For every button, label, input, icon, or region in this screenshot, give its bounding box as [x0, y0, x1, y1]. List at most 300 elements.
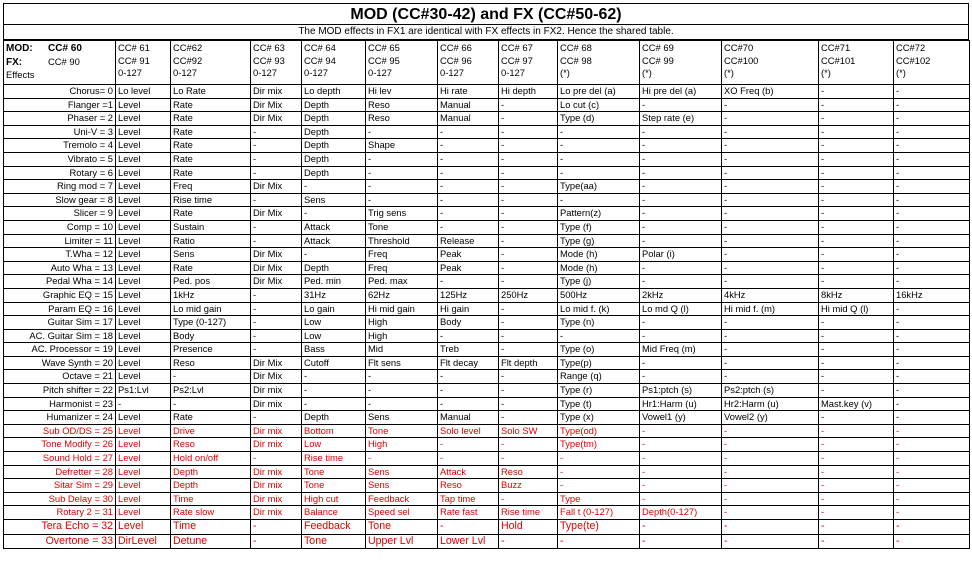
param-cell: DirLevel — [116, 534, 171, 549]
param-cell: - — [894, 125, 970, 139]
param-cell: - — [894, 452, 970, 466]
param-cell: Lo md Q (l) — [640, 302, 722, 316]
param-cell: Solo SW — [499, 424, 558, 438]
param-cell: - — [722, 534, 819, 549]
param-cell: - — [366, 397, 438, 411]
param-cell: - — [640, 329, 722, 343]
param-cell: - — [171, 397, 251, 411]
param-cell: - — [722, 370, 819, 384]
param-cell: - — [366, 125, 438, 139]
fx-cc: CC# 90 — [48, 55, 80, 67]
param-cell: Level — [116, 207, 171, 221]
param-cell: Dir mix — [251, 397, 302, 411]
param-cell: - — [722, 329, 819, 343]
param-cell: Ped. max — [366, 275, 438, 289]
param-cell: Ps1:ptch (s) — [640, 384, 722, 398]
param-cell: - — [499, 112, 558, 126]
param-cell: - — [819, 180, 894, 194]
table-row — [4, 438, 970, 452]
table-row — [4, 220, 970, 234]
param-cell: Level — [116, 465, 171, 479]
param-cell: Rise time — [171, 193, 251, 207]
param-cell: Level — [116, 438, 171, 452]
param-cell: - — [251, 520, 302, 535]
table-row — [4, 411, 970, 425]
param-cell: Buzz — [499, 479, 558, 493]
param-cell: - — [819, 85, 894, 99]
table-row — [4, 234, 970, 248]
param-cell: - — [640, 152, 722, 166]
effect-name-cell: Phaser = 2 — [4, 112, 116, 126]
header-cell — [438, 41, 499, 85]
param-cell: Dir Mix — [251, 98, 302, 112]
param-cell: - — [894, 520, 970, 535]
param-cell: Step rate (e) — [640, 112, 722, 126]
param-cell: Flt sens — [366, 356, 438, 370]
param-cell: - — [558, 465, 640, 479]
param-cell: Dir Mix — [251, 207, 302, 221]
param-cell: Level — [116, 180, 171, 194]
param-cell: Rate — [171, 152, 251, 166]
table-row — [4, 112, 970, 126]
param-cell: 8kHz — [819, 288, 894, 302]
param-cell: Dir mix — [251, 438, 302, 452]
effect-name-cell: Slow gear = 8 — [4, 193, 116, 207]
param-cell: - — [819, 234, 894, 248]
param-cell: Hi lev — [366, 85, 438, 99]
header-cell — [499, 41, 558, 85]
param-cell: Level — [116, 316, 171, 330]
param-cell: Sens — [366, 465, 438, 479]
param-cell: Body — [171, 329, 251, 343]
param-cell: Depth — [302, 166, 366, 180]
param-cell: Peak — [438, 248, 499, 262]
param-cell: - — [894, 424, 970, 438]
param-cell: Hi mid gain — [366, 302, 438, 316]
param-cell: Type — [558, 492, 640, 506]
param-cell: Shape — [366, 139, 438, 153]
mod-fx-sheet — [3, 3, 969, 549]
table-row — [4, 452, 970, 466]
param-cell: - — [499, 397, 558, 411]
param-cell: Attack — [302, 220, 366, 234]
sheet-subtitle: The MOD effects in FX1 are identical with FX effects in FX2. Hence the shared table. — [3, 25, 969, 40]
param-cell: - — [640, 492, 722, 506]
param-cell: Reso — [499, 465, 558, 479]
param-cell: - — [894, 316, 970, 330]
param-cell: Level — [116, 139, 171, 153]
param-cell: - — [499, 180, 558, 194]
param-cell: Fall t (0-127) — [558, 506, 640, 520]
effect-name-cell: Overtone = 33 — [4, 534, 116, 549]
param-cell: Depth(0-127) — [640, 506, 722, 520]
param-cell: Sens — [366, 479, 438, 493]
param-cell: Feedback — [302, 520, 366, 535]
param-cell: Dir mix — [251, 492, 302, 506]
param-cell: Level — [116, 479, 171, 493]
header-row — [4, 41, 970, 85]
param-cell: - — [894, 166, 970, 180]
param-cell: - — [722, 316, 819, 330]
param-cell: - — [819, 424, 894, 438]
param-cell: - — [558, 329, 640, 343]
param-cell: Level — [116, 275, 171, 289]
param-cell: - — [438, 125, 499, 139]
param-cell: - — [640, 356, 722, 370]
param-cell: - — [558, 139, 640, 153]
param-cell: - — [302, 370, 366, 384]
param-cell: - — [640, 125, 722, 139]
header-cell — [171, 41, 251, 85]
param-cell: - — [819, 465, 894, 479]
param-cell: Sustain — [171, 220, 251, 234]
table-row — [4, 534, 970, 549]
param-cell: - — [640, 520, 722, 535]
param-cell: Ped. pos — [171, 275, 251, 289]
param-cell: - — [438, 152, 499, 166]
param-cell: - — [640, 479, 722, 493]
param-cell: - — [366, 180, 438, 194]
table-row — [4, 356, 970, 370]
param-cell: - — [438, 180, 499, 194]
param-cell: Type(te) — [558, 520, 640, 535]
table-row — [4, 370, 970, 384]
param-cell: - — [894, 248, 970, 262]
param-cell: Hold on/off — [171, 452, 251, 466]
param-cell: Depth — [302, 98, 366, 112]
param-cell: Level — [116, 166, 171, 180]
param-cell: - — [251, 452, 302, 466]
param-cell: Tone — [302, 479, 366, 493]
param-cell: High cut — [302, 492, 366, 506]
param-cell: Low — [302, 329, 366, 343]
header-range: (*) — [896, 67, 906, 78]
param-cell: - — [499, 411, 558, 425]
param-cell: - — [894, 112, 970, 126]
header-fx-cc: CC#101 — [821, 54, 856, 66]
param-cell: - — [894, 506, 970, 520]
param-cell: Solo level — [438, 424, 499, 438]
table-row — [4, 329, 970, 343]
param-cell: - — [894, 180, 970, 194]
param-cell: Release — [438, 234, 499, 248]
header-fx-cc: CC# 99 — [642, 54, 674, 66]
effect-name-cell: Param EQ = 16 — [4, 302, 116, 316]
effect-name-cell: Sub Delay = 30 — [4, 492, 116, 506]
param-cell: - — [499, 316, 558, 330]
param-cell: Depth — [171, 479, 251, 493]
header-cell — [819, 41, 894, 85]
header-range: 0-127 — [173, 67, 197, 78]
param-cell: 125Hz — [438, 288, 499, 302]
param-cell: Presence — [171, 343, 251, 357]
effect-name-cell: Sitar Sim = 29 — [4, 479, 116, 493]
param-cell: - — [894, 465, 970, 479]
param-cell: - — [819, 492, 894, 506]
header-cell — [894, 41, 970, 85]
param-cell: Dir Mix — [251, 112, 302, 126]
param-cell: Dir mix — [251, 85, 302, 99]
param-cell: Sens — [366, 411, 438, 425]
param-cell: - — [251, 220, 302, 234]
effects-label: Effects — [6, 69, 35, 80]
param-cell: - — [251, 288, 302, 302]
param-cell: 31Hz — [302, 288, 366, 302]
header-mod-cc: CC# 63 — [253, 42, 285, 53]
param-cell: - — [251, 139, 302, 153]
param-cell: - — [894, 234, 970, 248]
header-range: 0-127 — [501, 67, 525, 78]
param-cell: - — [366, 193, 438, 207]
param-cell: - — [819, 411, 894, 425]
param-cell: - — [558, 125, 640, 139]
param-cell: - — [499, 261, 558, 275]
param-cell: - — [819, 520, 894, 535]
effect-name-cell: Sub OD/DS = 25 — [4, 424, 116, 438]
param-cell: Type (j) — [558, 275, 640, 289]
param-cell: - — [722, 98, 819, 112]
param-cell: - — [366, 384, 438, 398]
param-cell: - — [819, 98, 894, 112]
effect-name-cell: Tone Modify = 26 — [4, 438, 116, 452]
param-cell: - — [640, 424, 722, 438]
param-cell: - — [819, 438, 894, 452]
table-row — [4, 492, 970, 506]
effect-name-cell: Limiter = 11 — [4, 234, 116, 248]
param-cell: Drive — [171, 424, 251, 438]
param-cell: Level — [116, 288, 171, 302]
param-cell: Depth — [302, 139, 366, 153]
param-cell: Depth — [302, 112, 366, 126]
param-cell: Rate — [171, 411, 251, 425]
param-cell: - — [640, 261, 722, 275]
param-cell: - — [302, 384, 366, 398]
table-row — [4, 98, 970, 112]
param-cell: Lo mid gain — [171, 302, 251, 316]
header-mod-cc: CC#70 — [724, 42, 754, 53]
param-cell: - — [251, 302, 302, 316]
param-cell: Level — [116, 125, 171, 139]
param-cell: Treb — [438, 343, 499, 357]
param-cell: Rate — [171, 139, 251, 153]
param-cell: 1kHz — [171, 288, 251, 302]
param-cell: - — [499, 384, 558, 398]
header-cell — [640, 41, 722, 85]
param-cell: - — [640, 234, 722, 248]
param-cell: - — [251, 125, 302, 139]
table-row — [4, 261, 970, 275]
param-cell: - — [894, 411, 970, 425]
param-cell: Depth — [302, 125, 366, 139]
param-cell: Reso — [171, 438, 251, 452]
param-cell: - — [894, 438, 970, 452]
param-cell: - — [251, 234, 302, 248]
param-cell: - — [894, 85, 970, 99]
param-cell: Hr1:Harm (u) — [640, 397, 722, 411]
param-cell: Depth — [302, 411, 366, 425]
table-row — [4, 520, 970, 535]
header-fx-cc: CC#102 — [896, 54, 931, 66]
param-cell: Type (g) — [558, 234, 640, 248]
param-cell: - — [438, 220, 499, 234]
param-cell: Bass — [302, 343, 366, 357]
param-cell: - — [894, 193, 970, 207]
header-fx-cc: CC# 97 — [501, 54, 533, 66]
param-cell: Reso — [366, 98, 438, 112]
param-cell: - — [640, 166, 722, 180]
param-cell: Manual — [438, 411, 499, 425]
table-row — [4, 343, 970, 357]
param-cell: Rate — [171, 166, 251, 180]
param-cell: - — [894, 275, 970, 289]
header-mod-cc: CC# 67 — [501, 42, 533, 53]
header-fx-cc: CC# 98 — [560, 54, 592, 66]
param-cell: Manual — [438, 98, 499, 112]
param-cell: - — [722, 261, 819, 275]
param-cell: Freq — [366, 261, 438, 275]
param-cell: - — [499, 370, 558, 384]
param-cell: - — [640, 193, 722, 207]
param-cell: Time — [171, 492, 251, 506]
param-cell: - — [302, 397, 366, 411]
header-fx-cc: CC# 94 — [304, 54, 336, 66]
param-cell: Lo pre del (a) — [558, 85, 640, 99]
param-cell: Type (d) — [558, 112, 640, 126]
param-cell: Type (t) — [558, 397, 640, 411]
param-cell: - — [819, 506, 894, 520]
param-cell: - — [499, 220, 558, 234]
param-cell: - — [640, 534, 722, 549]
effect-name-cell: Ring mod = 7 — [4, 180, 116, 194]
param-cell: - — [819, 139, 894, 153]
header-range: (*) — [821, 67, 831, 78]
param-cell: Type(tm) — [558, 438, 640, 452]
param-cell: - — [819, 112, 894, 126]
param-cell: Level — [116, 98, 171, 112]
param-cell: - — [722, 520, 819, 535]
param-cell: Rise time — [302, 452, 366, 466]
param-cell: - — [722, 465, 819, 479]
header-fx-cc: CC# 91 — [118, 54, 150, 66]
param-cell: - — [722, 193, 819, 207]
effect-name-cell: Guitar Sim = 17 — [4, 316, 116, 330]
param-cell: Tone — [302, 534, 366, 549]
param-cell: - — [819, 343, 894, 357]
header-cell-effects — [4, 41, 116, 85]
param-cell: Depth — [302, 152, 366, 166]
param-cell: - — [438, 384, 499, 398]
param-cell: - — [640, 98, 722, 112]
param-cell: - — [366, 166, 438, 180]
param-cell: - — [366, 152, 438, 166]
param-cell: High — [366, 316, 438, 330]
param-cell: - — [640, 452, 722, 466]
param-cell: Level — [116, 343, 171, 357]
param-cell: - — [251, 152, 302, 166]
param-cell: Dir Mix — [251, 180, 302, 194]
effect-name-cell: Rotary 2 = 31 — [4, 506, 116, 520]
param-cell: Level — [116, 424, 171, 438]
param-cell: Tap time — [438, 492, 499, 506]
param-cell: - — [438, 166, 499, 180]
param-cell: - — [640, 220, 722, 234]
effect-name-cell: Chorus= 0 — [4, 85, 116, 99]
table-row — [4, 139, 970, 153]
param-cell: Body — [438, 316, 499, 330]
param-cell: - — [558, 166, 640, 180]
table-row — [4, 288, 970, 302]
param-cell: - — [499, 534, 558, 549]
param-cell: - — [499, 125, 558, 139]
param-cell: - — [499, 438, 558, 452]
param-cell: Pattern(z) — [558, 207, 640, 221]
param-cell: - — [499, 234, 558, 248]
param-cell: Mode (h) — [558, 248, 640, 262]
param-cell: - — [499, 329, 558, 343]
param-cell: - — [722, 492, 819, 506]
param-cell: Level — [116, 248, 171, 262]
param-cell: - — [558, 452, 640, 466]
param-cell: Manual — [438, 112, 499, 126]
table-row — [4, 193, 970, 207]
param-cell: Range (q) — [558, 370, 640, 384]
param-cell: - — [819, 329, 894, 343]
header-range: 0-127 — [368, 67, 392, 78]
param-cell: - — [302, 248, 366, 262]
param-cell: - — [894, 370, 970, 384]
param-cell: Level — [116, 411, 171, 425]
param-cell: - — [819, 125, 894, 139]
param-cell: Time — [171, 520, 251, 535]
param-cell: - — [499, 152, 558, 166]
table-row — [4, 316, 970, 330]
param-cell: - — [640, 180, 722, 194]
param-cell: Dir Mix — [251, 261, 302, 275]
table-row — [4, 85, 970, 99]
param-cell: - — [894, 329, 970, 343]
header-cell — [722, 41, 819, 85]
param-cell: Dir mix — [251, 465, 302, 479]
param-cell: - — [819, 261, 894, 275]
header-range: 0-127 — [304, 67, 328, 78]
param-cell: Depth — [171, 465, 251, 479]
table-row — [4, 152, 970, 166]
param-cell: Tone — [366, 424, 438, 438]
param-cell: Vowel1 (y) — [640, 411, 722, 425]
param-cell: - — [366, 370, 438, 384]
param-cell: Reso — [171, 356, 251, 370]
param-cell: 16kHz — [894, 288, 970, 302]
param-cell: Level — [116, 452, 171, 466]
param-cell: Tone — [366, 520, 438, 535]
param-cell: - — [171, 370, 251, 384]
param-cell: Dir mix — [251, 384, 302, 398]
param-cell: Flt decay — [438, 356, 499, 370]
param-cell: - — [819, 275, 894, 289]
param-cell: Lo Rate — [171, 85, 251, 99]
header-mod-cc: CC# 68 — [560, 42, 592, 53]
param-cell: Rate fast — [438, 506, 499, 520]
param-cell: Level — [116, 152, 171, 166]
param-cell: Type(p) — [558, 356, 640, 370]
param-cell: - — [819, 207, 894, 221]
header-range: (*) — [560, 67, 570, 78]
table-row — [4, 384, 970, 398]
param-cell: - — [438, 207, 499, 221]
param-cell: - — [302, 207, 366, 221]
param-cell: Rate — [171, 98, 251, 112]
param-cell: - — [438, 520, 499, 535]
